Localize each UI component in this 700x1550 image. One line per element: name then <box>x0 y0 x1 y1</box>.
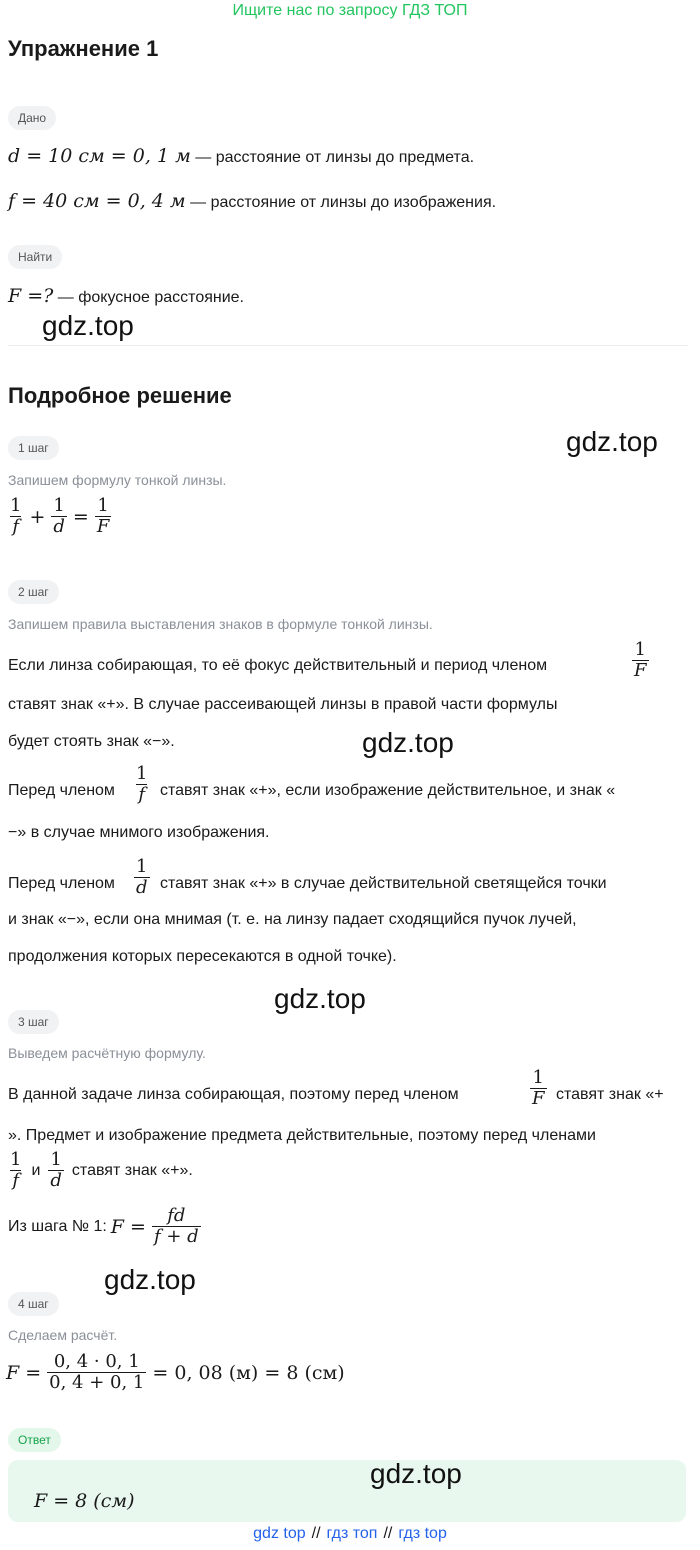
given-line-2 <box>8 189 496 215</box>
step-4-tag <box>8 1292 59 1316</box>
step-2-p3-line-a: Перед членом <box>8 875 115 892</box>
answer-tag-label: Ответ <box>8 1428 61 1452</box>
find-text: — фокусное расстояние. <box>53 289 244 306</box>
section-divider <box>8 345 688 346</box>
step-2-p1-line-c: будет стоять знак «−». <box>8 733 175 750</box>
step-2-p2-line-b: ставят знак «+», если изображение действительное, и знак « <box>160 782 616 799</box>
footer-separator-1: // <box>311 1525 321 1542</box>
step-1-tag <box>8 436 59 460</box>
step-2-p2-fraction: $\frac{1}{f}$ <box>136 763 148 805</box>
step-2-p1-fraction: $\frac{1}{F}$ <box>634 639 647 681</box>
step-3-p2 <box>6 1150 193 1191</box>
step-4-rhs: = 0, 08 (м) = 8 (см) <box>152 1361 345 1384</box>
step-3-caption: Выведем расчётную формулу. <box>8 1045 206 1061</box>
find-line <box>8 284 244 310</box>
watermark-2: gdz.top <box>566 426 658 457</box>
given-tag-label: Дано <box>8 106 56 130</box>
watermark-3: gdz.top <box>362 727 454 758</box>
step-3-p1-line-a: В данной задаче линза собирающая, поэтому перед членом <box>8 1086 459 1103</box>
step-2-tag <box>8 580 59 604</box>
page-title: Упражнение 1 <box>8 36 159 61</box>
footer-link-gdz-top-mixed[interactable]: гдз top <box>398 1525 447 1542</box>
step-3-fraction-1-over-f: $\frac{1}{f}$ <box>10 1149 22 1191</box>
step-2-p3-fraction: $\frac{1}{d}$ <box>136 856 148 898</box>
search-banner: Ищите нас по запросу ГДЗ ТОП <box>232 2 468 19</box>
step-3-fraction-1-over-d: $\frac{1}{d}$ <box>50 1149 62 1191</box>
step-3-tag <box>8 1010 59 1034</box>
step-3-p3 <box>8 1206 203 1247</box>
plus-sign: + <box>29 505 46 528</box>
equals-sign: = <box>72 505 89 528</box>
given-line-1-text: — расстояние от линзы до предмета. <box>190 149 475 166</box>
step-3-derived-fraction: $\frac{fd}{f + d}$ <box>153 1205 199 1247</box>
footer-link-gdz-top[interactable]: gdz top <box>253 1525 306 1542</box>
step-4-lhs: F = <box>6 1361 42 1384</box>
step-1-caption: Запишем формулу тонкой линзы. <box>8 472 227 488</box>
watermark-4: gdz.top <box>274 983 366 1014</box>
footer-separator-2: // <box>383 1525 393 1542</box>
fraction-1-over-d: $\frac{1}{d}$ <box>53 495 65 537</box>
find-math: F =? <box>8 285 54 307</box>
footer-link-gdz-top-ru[interactable]: гдз топ <box>326 1525 378 1542</box>
step-2-p3-line-c: и знак «−», если она мнимая (т. е. на линзу падает сходящийся пучок лучей, <box>8 911 577 928</box>
step-2-p3-line-d: продолжения которых пересекаются в одной точке). <box>8 948 397 965</box>
find-tag-label: Найти <box>8 245 62 269</box>
step-2-tag-label: 2 шаг <box>8 580 59 604</box>
step-3-p1-fraction: $\frac{1}{F}$ <box>532 1067 545 1109</box>
answer-value: F = 8 (см) <box>34 1490 135 1512</box>
watermark-5: gdz.top <box>104 1264 196 1295</box>
step-2-p2-line-a: Перед членом <box>8 782 115 799</box>
watermark-6: gdz.top <box>370 1458 462 1489</box>
step-3-p1-line-b: ставят знак «+ <box>556 1086 664 1103</box>
find-tag <box>8 245 62 269</box>
watermark-1: gdz.top <box>42 310 134 341</box>
fraction-1-over-f: $\frac{1}{f}$ <box>10 495 22 537</box>
step-4-calculation <box>6 1352 345 1393</box>
answer-tag <box>8 1428 61 1452</box>
step-2-caption: Запишем правила выставления знаков в формуле тонкой линзы. <box>8 616 433 632</box>
step-3-p2-text: ставят знак «+». <box>71 1161 193 1179</box>
step-3-p1-line-c: ». Предмет и изображение предмета действительные, поэтому перед членами <box>8 1127 596 1144</box>
step-4-fraction: $\frac{0, 4 \cdot 0, 1}{0, 4 + 0, 1}$ <box>49 1351 145 1393</box>
step-3-p3-lhs: F = <box>110 1215 146 1238</box>
step-4-caption: Сделаем расчёт. <box>8 1327 118 1343</box>
step-2-p1-line-a: Если линза собирающая, то её фокус действительный и период членом <box>8 657 548 674</box>
fraction-1-over-F: $\frac{1}{F}$ <box>96 495 110 537</box>
step-1-tag-label: 1 шаг <box>8 436 59 460</box>
given-line-1 <box>8 144 474 170</box>
step-3-tag-label: 3 шаг <box>8 1010 59 1034</box>
step-2-p2-line-c: −» в случае мнимого изображения. <box>8 824 270 841</box>
step-4-tag-label: 4 шаг <box>8 1292 59 1316</box>
step-3-and: и <box>31 1161 41 1179</box>
given-line-1-math: d = 10 см = 0, 1 м <box>8 145 191 167</box>
thin-lens-formula <box>6 496 113 537</box>
step-2-p3-line-b: ставят знак «+» в случае действительной светящейся точки <box>160 875 607 892</box>
step-3-p3-text: Из шага № 1: <box>8 1217 107 1235</box>
given-line-2-math: f = 40 см = 0, 4 м <box>8 190 186 212</box>
step-2-p1-line-b: ставят знак «+». В случае рассеивающей линзы в правой части формулы <box>8 696 558 713</box>
given-tag <box>8 106 56 130</box>
solution-title: Подробное решение <box>8 383 232 408</box>
footer-links <box>0 1525 700 1543</box>
given-line-2-text: — расстояние от линзы до изображения. <box>185 194 497 211</box>
